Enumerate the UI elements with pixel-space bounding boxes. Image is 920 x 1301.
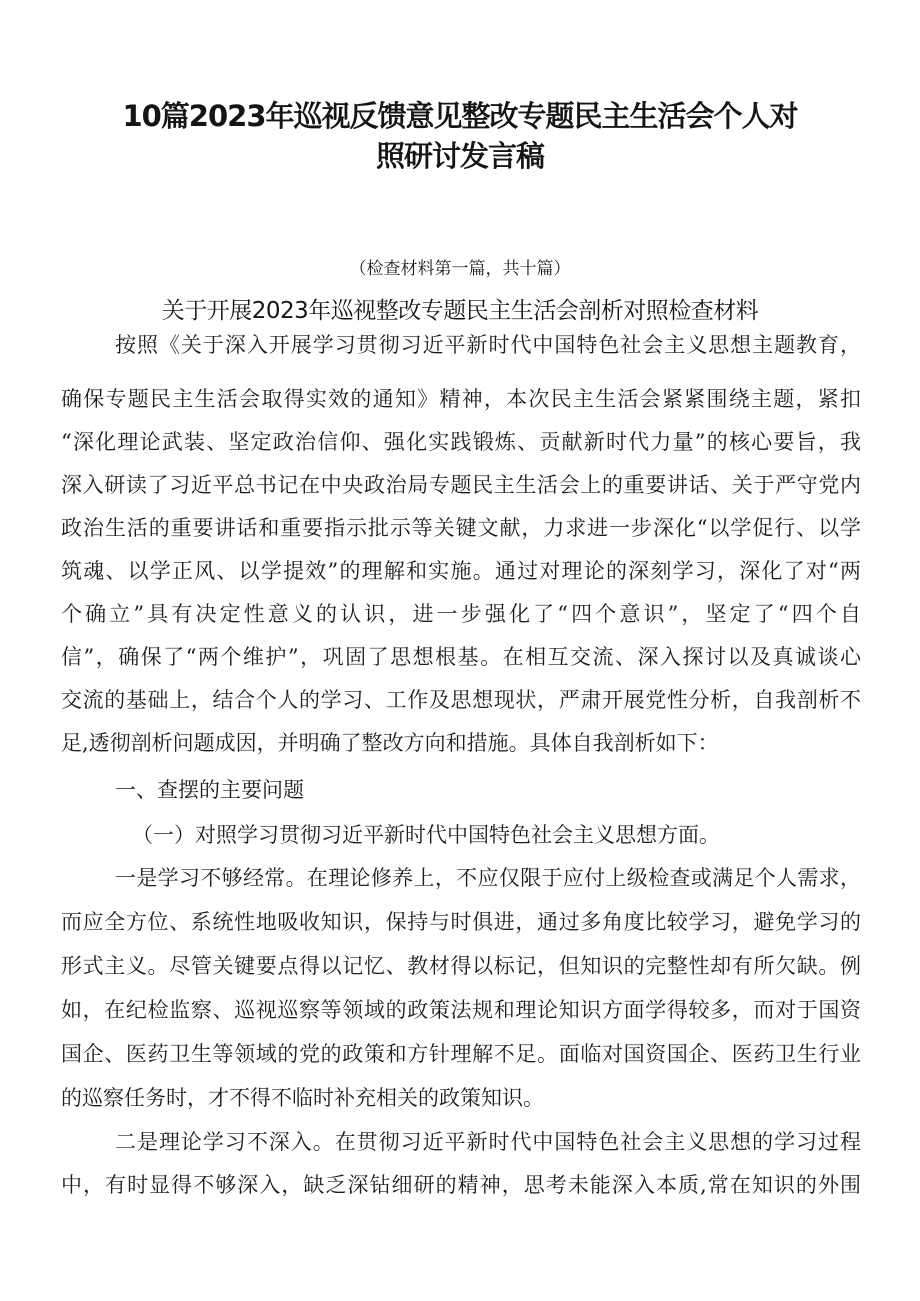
para1-line: 筑魂、以学正风、以学提效”的理解和实施。通过对理论的深刻学习，深化了对“两 [61, 559, 861, 583]
para1-line: 深入研读了习近平总书记在中央政治局专题民主生活会上的重要讲话、关于严守党内 [61, 473, 861, 497]
material-subtitle: 关于开展2023年巡视整改专题民主生活会剖析对照检查材料 [161, 298, 759, 324]
para2-line: 的巡察任务时，才不得不临时补充相关的政策知识。 [61, 1086, 544, 1110]
para2-line: 形式主义。尽管关键要点得以记忆、教材得以标记，但知识的完整性却有所欠缺。例 [61, 954, 861, 978]
para2-line: 国企、医药卫生等领域的党的政策和方针理解不足。面临对国资国企、医药卫生行业 [61, 1042, 861, 1066]
para3-line: 二是理论学习不深入。在贯彻习近平新时代中国特色社会主义思想的学习过程 [115, 1130, 861, 1154]
para1-line: 交流的基础上，结合个人的学习、工作及思想现状，严肃开展党性分析，自我剖析不 [61, 688, 861, 712]
para2-line: 而应全方位、系统性地吸收知识，保持与时俱进，通过多角度比较学习，避免学习的 [61, 910, 861, 934]
para1-line: 政治生活的重要讲话和重要指示批示等关键文献，力求进一步深化“以学促行、以学 [61, 516, 861, 540]
para1-line: 信”，确保了“两个维护”，巩固了思想根基。在相互交流、深入探讨以及真诚谈心 [61, 645, 861, 669]
para1-line: 足,透彻剖析问题成因，并明确了整改方向和措施。具体自我剖析如下： [61, 731, 719, 755]
para3-line: 中，有时显得不够深入，缺乏深钻细研的精神，思考未能深入本质,常在知识的外围 [61, 1173, 861, 1197]
document-title-line-2: 照研讨发言稿 [375, 139, 544, 173]
para1-line: 个确立”具有决定性意义的认识，进一步强化了“四个意识”，坚定了“四个自 [61, 602, 861, 626]
para2-line: 如，在纪检监察、巡视巡察等领域的政策法规和理论知识方面学得较多，而对于国资 [61, 998, 861, 1022]
document-title-line-1: 10篇2023年巡视反馈意见整改专题民主生活会个人对 [122, 99, 798, 133]
para2-line: 一是学习不够经常。在理论修养上，不应仅限于应付上级检查或满足个人需求， [115, 866, 861, 890]
para1-line: 确保专题民主生活会取得实效的通知》精神，本次民主生活会紧紧围绕主题，紧扣 [61, 387, 861, 411]
material-note: （检查材料第一篇，共十篇） [349, 259, 571, 279]
section-heading: 一、查摆的主要问题 [115, 778, 304, 802]
para1-line: “深化理论武装、坚定政治信仰、强化实践锻炼、贡献新时代力量”的核心要旨，我 [61, 430, 861, 454]
subsection-heading: （一）对照学习贯彻习近平新时代中国特色社会主义思想方面。 [132, 823, 720, 847]
para1-line: 按照《关于深入开展学习贯彻习近平新时代中国特色社会主义思想主题教育， [115, 333, 861, 357]
